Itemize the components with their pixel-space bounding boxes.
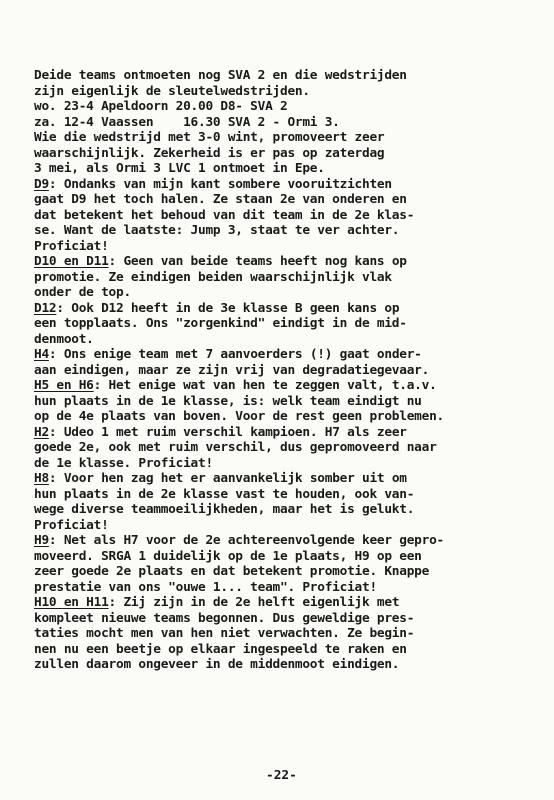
line-text: moveerd. SRGA 1 duidelijk op de 1e plaats, H9 op een (34, 548, 422, 564)
line-text: onder de top. (34, 285, 131, 300)
text-line (34, 533, 534, 549)
team-heading: H8 (34, 471, 49, 486)
line-text: za. 12-4 Vaassen 16.30 SVA 2 - Ormi 3. (34, 114, 340, 130)
line-text: de 1e klasse. Proficiat! (34, 455, 213, 471)
text-line (34, 68, 534, 84)
line-text: taties mocht men van hen niet verwachten. Ze begin- (34, 626, 415, 641)
line-text: op de 4e plaats van boven. Voor de rest geen problemen. (34, 409, 444, 424)
line-text: Proficiat! (34, 238, 109, 254)
text-line (34, 626, 534, 642)
text-line (34, 595, 534, 611)
text-line (34, 192, 534, 208)
team-heading: H10 en H11 (34, 595, 109, 610)
text-line (34, 332, 534, 348)
text-line (34, 254, 534, 270)
line-text: : Zij zijn in de 2e helft eigenlijk met (108, 595, 400, 610)
line-text: : Udeo 1 met ruim verschil kampioen. H7 als zeer (48, 424, 407, 440)
line-text: nen nu een beetje op elkaar ingespeeld te raken en (34, 641, 407, 657)
team-heading: H4 (34, 347, 49, 362)
line-text: zullen daarom ongeveer in de middenmoot eindigen. (34, 657, 400, 672)
line-text: gaat D9 het toch halen. Ze staan 2e van onderen en (34, 192, 407, 207)
text-line (34, 347, 534, 363)
team-heading: H5 en H6 (34, 378, 94, 393)
line-text: : Ondanks van mijn kant sombere vooruitzichten (48, 176, 392, 192)
text-line (34, 502, 534, 518)
text-line (34, 378, 534, 394)
line-text: kompleet nieuwe teams begonnen. Dus geweldige pres- (34, 610, 415, 626)
line-text: : Het enige wat van hen te zeggen valt, t.a.v. (93, 378, 437, 393)
team-heading: H9 (34, 533, 49, 548)
line-text: wo. 23-4 Apeldoorn 20.00 D8- SVA 2 (34, 99, 288, 114)
text-line (34, 394, 534, 410)
team-heading: H2 (34, 424, 49, 440)
line-text: goede 2e, ook met ruim verschil, dus gepromoveerd naar (34, 440, 437, 455)
line-text: zijn eigenlijk de sleutelwedstrijden. (34, 83, 310, 99)
team-heading: D12 (34, 300, 57, 316)
line-text: : Ons enige team met 7 aanvoerders (!) gaat onder- (48, 347, 422, 362)
text-line (34, 440, 534, 456)
text-line (34, 285, 534, 301)
team-heading: D9 (34, 176, 49, 192)
text-line (34, 611, 534, 627)
text-line (34, 409, 534, 425)
text-line (34, 564, 534, 580)
text-line (34, 208, 534, 224)
text-line (34, 99, 534, 115)
line-text: : Ook D12 heeft in de 3e klasse B geen kans op (56, 300, 400, 316)
document-body (34, 68, 534, 673)
text-line (34, 425, 534, 441)
line-text: aan eindigen, maar ze zijn vrij van degradatiegevaar. (34, 362, 430, 378)
line-text: hun plaats in de 1e klasse, is: welk team eindigt nu (34, 393, 422, 409)
text-line (34, 657, 534, 673)
text-line (34, 223, 534, 239)
line-text: : Geen van beide teams heeft nog kans op (108, 254, 407, 269)
line-text: Deide teams ontmoeten nog SVA 2 en die wedstrijden (34, 68, 407, 83)
line-text: wege diverse teammoeilijkheden, maar het is gelukt. (34, 502, 415, 517)
line-text: denmoot. (34, 331, 94, 347)
text-line (34, 130, 534, 146)
line-text: : Voor hen zag het er aanvankelijk somber uit om (48, 471, 407, 486)
text-line (34, 487, 534, 503)
page-number: -22- (266, 768, 297, 783)
line-text: se. Want de laatste: Jump 3, staat te ver achter. (34, 223, 400, 238)
text-line (34, 146, 534, 162)
text-line (34, 456, 534, 472)
line-text: : Net als H7 voor de 2e achtereenvolgende keer gepro- (48, 533, 445, 548)
team-heading: D10 en D11 (34, 254, 109, 269)
line-text: 3 mei, als Ormi 3 LVC 1 ontmoet in Epe. (34, 161, 325, 176)
text-line (34, 239, 534, 255)
line-text: Proficiat! (34, 517, 109, 533)
line-text: hun plaats in de 2e klasse vast te houden, ook van- (34, 486, 415, 502)
line-text: Wie die wedstrijd met 3-0 wint, promoveert zeer (34, 130, 385, 145)
line-text: een topplaats. Ons "zorgenkind" eindigt in de mid- (34, 316, 407, 331)
text-line (34, 270, 534, 286)
line-text: dat betekent het behoud van dit team in de 2e klas- (34, 207, 415, 223)
line-text: zeer goede 2e plaats en dat betekent promotie. Knappe (34, 564, 430, 579)
text-line (34, 642, 534, 658)
text-line (34, 301, 534, 317)
text-line (34, 177, 534, 193)
line-text: prestatie van ons "ouwe 1... team". Proficiat! (34, 579, 377, 595)
text-line (34, 518, 534, 534)
line-text: promotie. Ze eindigen beiden waarschijnlijk vlak (34, 269, 392, 285)
text-line (34, 316, 534, 332)
text-line (34, 580, 534, 596)
text-line (34, 161, 534, 177)
text-line (34, 84, 534, 100)
text-line (34, 115, 534, 131)
line-text: waarschijnlijk. Zekerheid is er pas op zaterdag (34, 145, 385, 161)
text-line (34, 363, 534, 379)
text-line (34, 471, 534, 487)
text-line (34, 549, 534, 565)
